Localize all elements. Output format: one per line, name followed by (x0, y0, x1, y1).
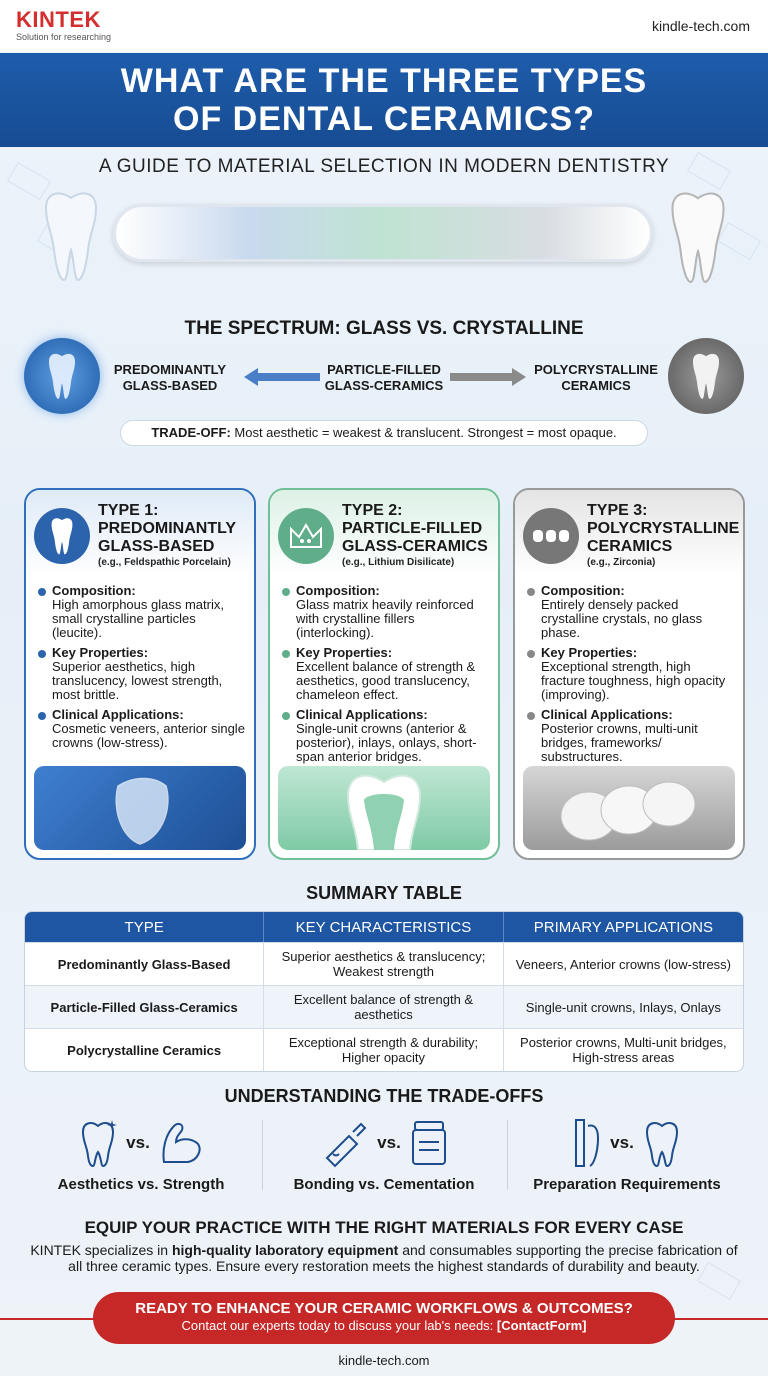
table-cell: Posterior crowns, Multi-unit bridges, High-stress areas (504, 1028, 743, 1071)
vs-label: vs. (377, 1133, 401, 1152)
title-line-1: WHAT ARE THE THREE TYPES (120, 62, 648, 100)
card-example: (e.g., Feldspathic Porcelain) (98, 557, 231, 568)
table-cell: Predominantly Glass-Based (25, 942, 264, 985)
properties-text: Superior aesthetics, high translucency, lowest strength, most brittle. (52, 659, 223, 702)
type1-card (24, 488, 256, 860)
brand-name: KINTEK (16, 7, 101, 32)
tradeoff-preparation (502, 1114, 752, 1204)
flexed-arm-icon (158, 1118, 204, 1168)
table-cell: Superior aesthetics & translucency; Weakest strength (264, 942, 503, 985)
cta-line2 (93, 1318, 675, 1334)
card-title (342, 502, 500, 556)
properties-item (282, 646, 492, 702)
spectrum-right-label (528, 362, 664, 394)
material-gradient-bar (113, 204, 653, 262)
card-example: (e.g., Zirconia) (587, 557, 656, 568)
spectrum-middle-label (318, 362, 450, 394)
arrow-left-icon (244, 368, 320, 386)
column-header: KEY CHARACTERISTICS (264, 912, 503, 942)
page-subtitle: A GUIDE TO MATERIAL SELECTION IN MODERN DENTISTRY (98, 156, 670, 177)
card-title-line1: TYPE 1: (98, 502, 159, 519)
tradeoff-icons (16, 1114, 266, 1172)
composition-text: Glass matrix heavily reinforced with crystalline fillers (interlocking). (296, 597, 474, 640)
arrow-right-icon (450, 368, 526, 386)
table-cell: Single-unit crowns, Inlays, Onlays (504, 985, 743, 1028)
tooth-icon (34, 508, 90, 564)
composition-label: Composition: (52, 583, 136, 598)
tradeoff-label: Aesthetics vs. Strength (57, 1176, 225, 1193)
cta-button[interactable] (93, 1292, 675, 1344)
column-header: TYPE (25, 912, 264, 942)
vs-label: vs. (610, 1133, 634, 1152)
spectrum-mid-line2: GLASS-CERAMICS (324, 378, 444, 393)
composition-label: Composition: (296, 583, 380, 598)
type2-card (268, 488, 500, 860)
applications-item (527, 708, 737, 764)
spectrum-right-line2: CERAMICS (561, 378, 631, 393)
prepared-tooth-icon (572, 1118, 602, 1168)
tradeoffs-title: UNDERSTANDING THE TRADE-OFFS (224, 1086, 544, 1106)
composition-text: High amorphous glass matrix, small crystalline particles (leucite). (52, 597, 224, 640)
composition-text: Entirely densely packed crystalline crystals, no glass phase. (541, 597, 703, 640)
composition-label: Composition: (541, 583, 625, 598)
equip-heading: EQUIP YOUR PRACTICE WITH THE RIGHT MATERIALS FOR EVERY CASE (84, 1218, 684, 1237)
tooth-icon (43, 351, 81, 401)
tradeoff-aesthetics-strength (16, 1114, 266, 1204)
table-cell: Excellent balance of strength & aesthetics (264, 985, 503, 1028)
card-details (38, 584, 248, 756)
card-details (282, 584, 492, 770)
cement-jar-icon (409, 1118, 449, 1168)
properties-text: Excellent balance of strength & aesthetics, good translucency, chameleon effect. (296, 659, 476, 702)
crown-icon (278, 508, 334, 564)
applications-text: Posterior crowns, multi-unit bridges, frameworks/ substructures. (541, 721, 698, 764)
kintek-logo[interactable] (16, 9, 111, 43)
tooth-opaque-icon (664, 188, 732, 286)
composition-item (282, 584, 492, 640)
card-title-line2: POLYCRYSTALLINE (587, 520, 740, 537)
card-title-line1: TYPE 3: (587, 502, 648, 519)
card-title-line1: TYPE 2: (342, 502, 403, 519)
table-cell: Polycrystalline Ceramics (25, 1028, 264, 1071)
spectrum-left-label (104, 362, 236, 394)
tooth-translucent-icon (38, 188, 104, 284)
table-row (25, 1028, 743, 1071)
tradeoff-icons (259, 1114, 509, 1172)
tooth-icon (687, 351, 725, 401)
properties-label: Key Properties: (296, 645, 393, 660)
tradeoff-text: Most aesthetic = weakest & translucent. Strongest = most opaque. (230, 425, 617, 440)
veneer-image (34, 766, 246, 850)
table-cell: Exceptional strength & durability; Higher opacity (264, 1028, 503, 1071)
card-title (98, 502, 256, 556)
spectrum-left-line1: PREDOMINANTLY (113, 362, 227, 377)
cta-text: Contact our experts today to discuss your lab's needs: (181, 1318, 497, 1333)
table-row (25, 942, 743, 985)
tradeoff-label: Bonding vs. Cementation (293, 1176, 475, 1193)
crystalline-tooth-badge (668, 338, 744, 414)
spectrum-title: THE SPECTRUM: GLASS VS. CRYSTALLINE (184, 318, 584, 339)
table-row (25, 985, 743, 1028)
summary-table (24, 911, 744, 1072)
card-example: (e.g., Lithium Disilicate) (342, 557, 455, 568)
tradeoff-bonding-cementation (259, 1114, 509, 1204)
page-title (121, 62, 647, 138)
composition-item (527, 584, 737, 640)
spectrum-right-line1: POLYCRYSTALLINE (534, 362, 658, 377)
properties-label: Key Properties: (541, 645, 638, 660)
applications-text: Cosmetic veneers, anterior single crowns (low-stress). (52, 721, 245, 750)
desc-highlight: high-quality laboratory equipment (171, 1242, 399, 1258)
applications-text: Single-unit crowns (anterior & posterior), inlays, onlays, short-span anterior bridges. (296, 721, 477, 764)
summary-title: SUMMARY TABLE (306, 883, 462, 903)
zirconia-bridge-image (523, 766, 735, 850)
spectrum-left-line2: GLASS-BASED (122, 378, 218, 393)
card-title-line2: PARTICLE-FILLED (342, 520, 483, 537)
site-url-bottom[interactable]: kindle-tech.com (338, 1353, 430, 1368)
card-title-line3: GLASS-BASED (98, 538, 215, 555)
site-url-top[interactable]: kindle-tech.com (651, 18, 750, 34)
card-title-line3: GLASS-CERAMICS (342, 538, 488, 555)
top-bar (0, 0, 768, 52)
type3-card (513, 488, 745, 860)
card-title-line3: CERAMICS (587, 538, 673, 555)
applications-label: Clinical Applications: (52, 707, 184, 722)
applications-label: Clinical Applications: (541, 707, 673, 722)
table-cell: Particle-Filled Glass-Ceramics (25, 985, 264, 1028)
equip-description (24, 1242, 744, 1274)
bridge-icon (523, 508, 579, 564)
applications-item (38, 708, 248, 750)
properties-text: Exceptional strength, high fracture toughness, high opacity (improving). (541, 659, 726, 702)
table-header-row (25, 912, 743, 942)
vs-label: vs. (126, 1133, 150, 1152)
table-cell: Veneers, Anterior crowns (low-stress) (504, 942, 743, 985)
desc-part: KINTEK specializes in (30, 1242, 172, 1258)
tradeoff-note (120, 420, 648, 446)
properties-item (38, 646, 248, 702)
applications-label: Clinical Applications: (296, 707, 428, 722)
card-title-line2: PREDOMINANTLY (98, 520, 237, 537)
card-title (587, 502, 745, 556)
title-line-2: OF DENTAL CERAMICS? (173, 100, 595, 138)
spectrum-mid-line1: PARTICLE-FILLED (327, 362, 441, 377)
composition-item (38, 584, 248, 640)
tradeoff-label: TRADE-OFF: (151, 425, 231, 440)
brand-tagline: Solution for researching (16, 32, 112, 42)
properties-label: Key Properties: (52, 645, 149, 660)
column-header: PRIMARY APPLICATIONS (504, 912, 743, 942)
tradeoff-label: Preparation Requirements (533, 1176, 721, 1193)
tradeoff-icons (502, 1114, 752, 1172)
tooth-outline-icon (642, 1118, 682, 1168)
cta-line1: READY TO ENHANCE YOUR CERAMIC WORKFLOWS & OUTCOMES? (135, 1300, 633, 1317)
tooth-cross-section-image (278, 766, 490, 850)
title-banner (0, 53, 768, 147)
sparkling-tooth-icon (78, 1118, 118, 1168)
contact-form-link[interactable]: [ContactForm] (496, 1318, 587, 1333)
desc-part: and consumables supporting the precise fabrication of all three ceramic types. Ensure every restoration meets the highest standards of durability and beauty. (68, 1242, 738, 1274)
glass-tooth-badge (24, 338, 100, 414)
card-details (527, 584, 737, 770)
properties-item (527, 646, 737, 702)
adhesive-tube-icon (319, 1118, 369, 1168)
applications-item (282, 708, 492, 764)
